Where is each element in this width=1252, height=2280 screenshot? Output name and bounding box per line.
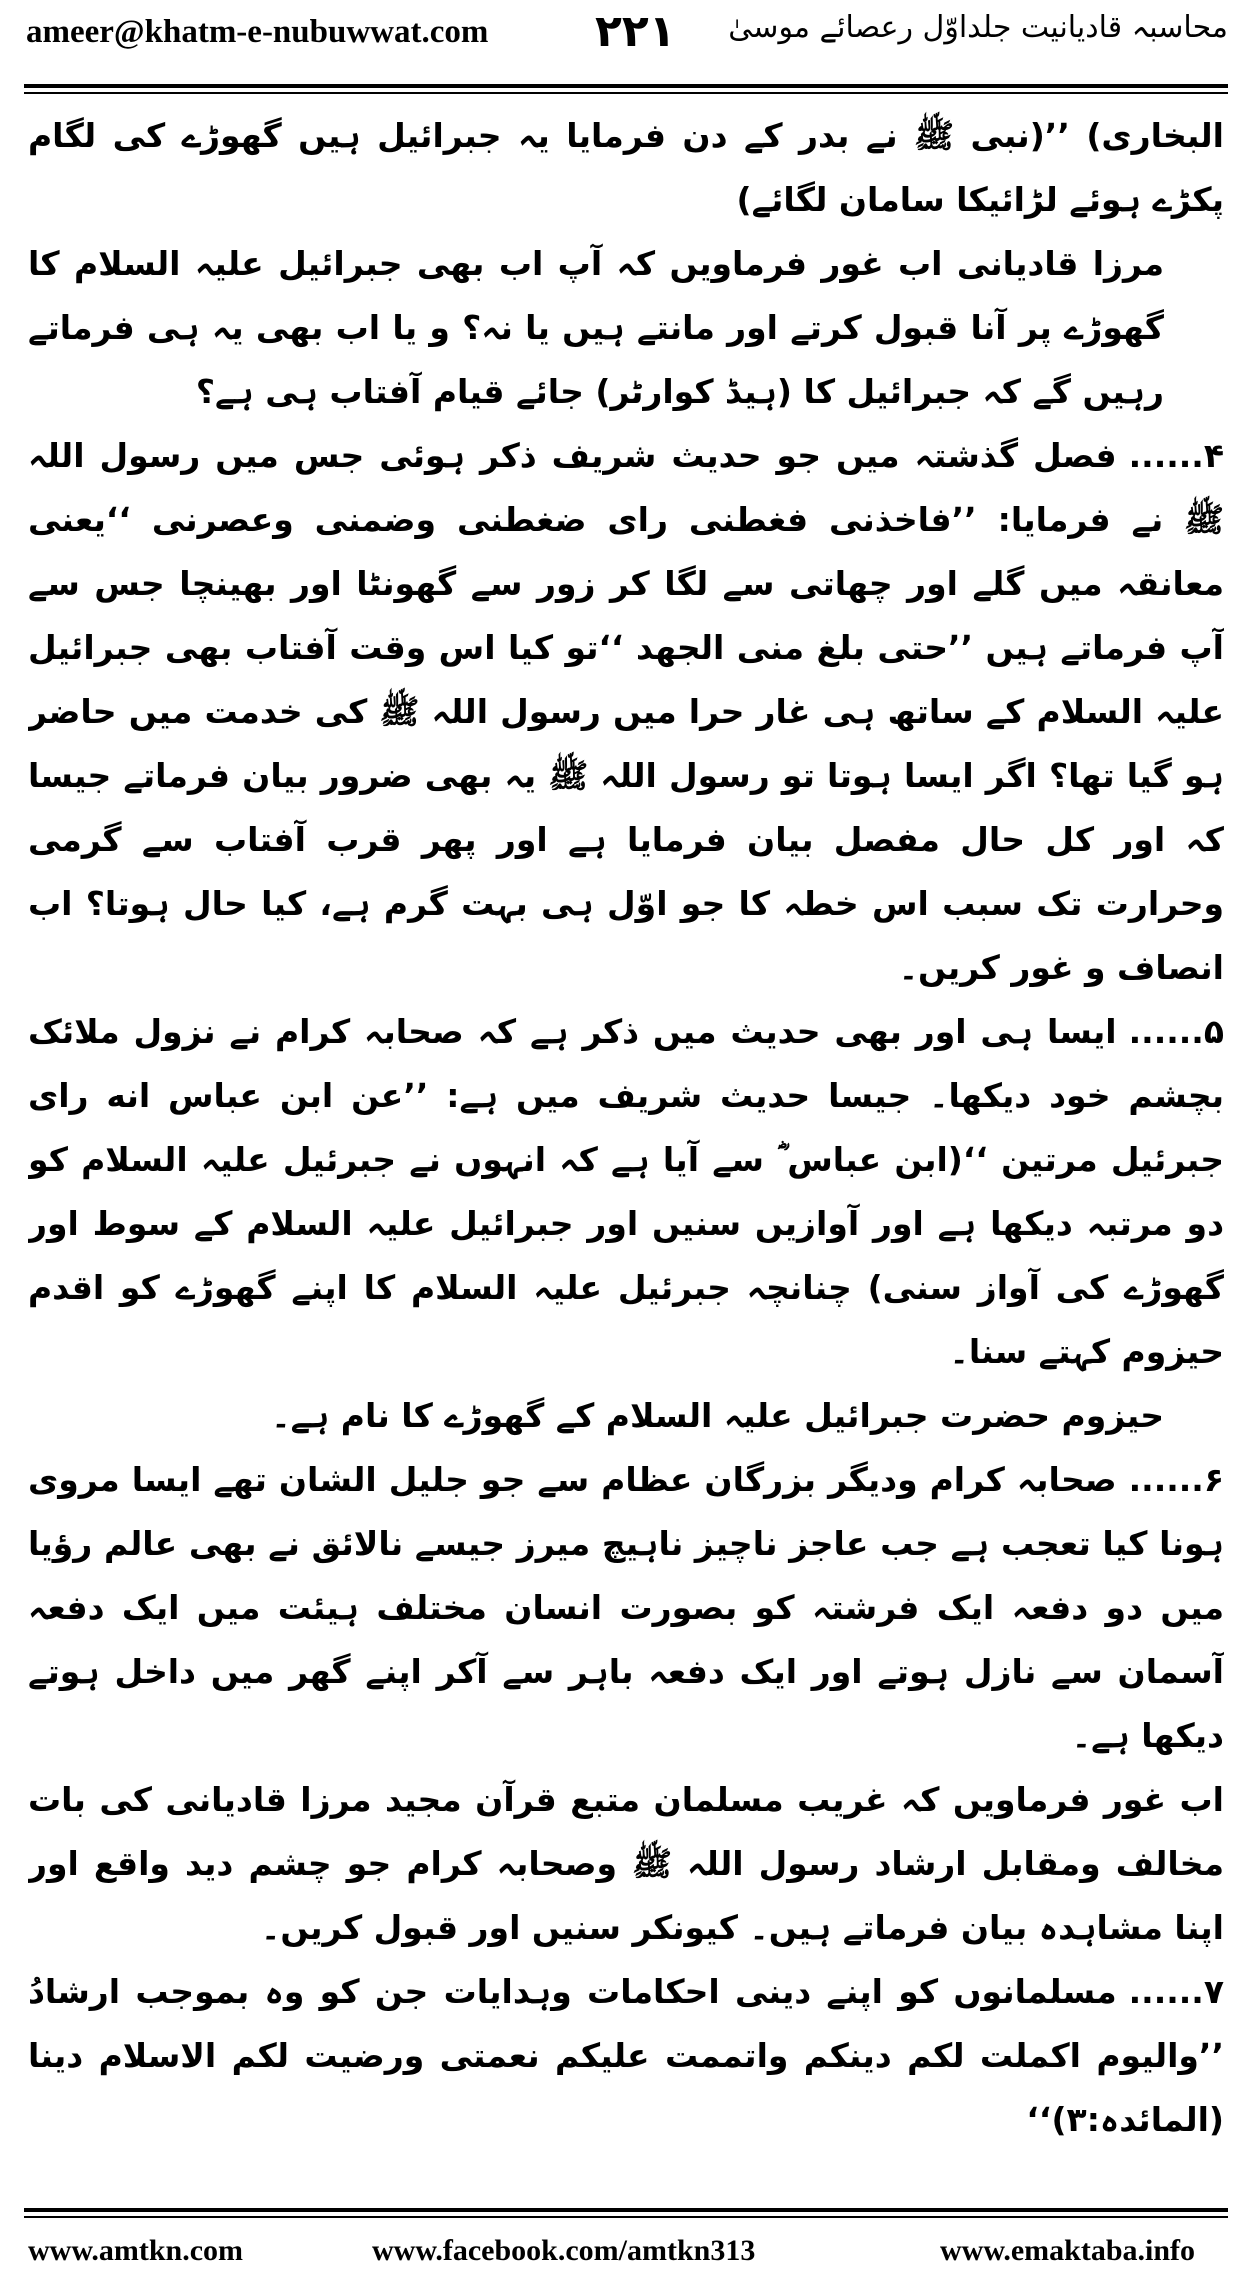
paragraph-6: [28, 1448, 1224, 1768]
item-number-6: ۶......: [1128, 1460, 1224, 1499]
footer-divider-thick: [24, 2208, 1228, 2212]
footer-link-amtkn[interactable]: www.amtkn.com: [28, 2234, 243, 2267]
paragraph-3: [28, 424, 1224, 1000]
paragraph-2: مرزا قادیانی اب غور فرماویں کہ آپ اب بھی جبرائیل علیہ السلام کا گھوڑے پر آنا قبول کرتے اور مانتے ہیں یا نہ؟ و یا اب بھی یہ ہی فرماتے رہیں گے کہ جبرائیل کا (ہیڈ کوارٹر) جائے قیام آفتاب ہی ہے؟: [28, 244, 1164, 411]
item-number-5: ۵......: [1128, 1012, 1224, 1051]
paragraph-4-text: ایسا ہی اور بھی حدیث میں ذکر ہے کہ صحابہ کرام نے نزول ملائک بچشم خود دیکھا۔ جیسا حدیث شریف میں ہے: ’’عن ابن عباس انه رای جبرئیل مرتین ‘‘(ابن عباس ؓ سے آیا ہے کہ انہوں نے جبرئیل علیہ السلام کو دو مرتبہ دیکھا ہے اور آوازیں سنیں اور جبرائیل علیہ السلام کے سوط اور گھوڑے کی آواز سنی) چنانچہ جبرئیل علیہ السلام کا اپنے گھوڑے کو اقدم حیزوم کہتے سنا۔: [28, 1012, 1224, 1371]
page-number: ۲۲۱: [595, 6, 676, 57]
header-divider-thick: [24, 84, 1228, 88]
paragraph-6-text: صحابہ کرام ودیگر بزرگان عظام سے جو جلیل الشان تھے ایسا مروی ہونا کیا تعجب ہے جب عاجز ناچیز ناہیچ میرز جیسے نالائق نے بھی عالم رؤیا میں دو دفعہ ایک فرشتہ کو بصورت انسان مختلف ہیئت میں ایک دفعہ آسمان سے نازل ہوتے اور ایک دفعہ باہر سے آکر اپنے گھر میں داخل ہوتے دیکھا ہے۔: [28, 1460, 1224, 1755]
paragraph-1: البخاری) ’’(نبی ﷺ نے بدر کے دن فرمایا یہ جبرائیل ہیں گھوڑے کی لگام پکڑے ہوئے لڑائیکا سامان لگائے): [28, 116, 1224, 219]
footer-link-emaktaba[interactable]: www.emaktaba.info: [940, 2234, 1196, 2267]
paragraph-3-text: فصل گذشتہ میں جو حدیث شریف ذکر ہوئی جس میں رسول اللہ ﷺ نے فرمایا: ’’فاخذنی فغطنی رای ضغطنی وضمنی وعصرنی ‘‘یعنی معانقہ میں گلے اور چھاتی سے لگا کر زور سے گھونٹا اور بھینچا جس سے آپ فرماتے ہیں ’’حتی بلغ منی الجهد ‘‘تو کیا اس وقت آفتاب بھی جبرائیل علیہ السلام کے ساتھ ہی غار حرا میں رسول اللہ ﷺ کی خدمت میں حاضر ہو گیا تھا؟ اگر ایسا ہوتا تو رسول اللہ ﷺ یہ بھی ضرور بیان فرماتے جیسا کہ اور کل حال مفصل بیان فرمایا ہے اور پھر قرب آفتاب سے گرمی وحرارت تک سبب اس خطہ کا جو اوّل ہی بہت گرم ہے، کیا حال ہوتا؟ اب انصاف و غور کریں۔: [28, 436, 1224, 987]
item-number-4: ۴......: [1128, 436, 1224, 475]
paragraph-8-text: مسلمانوں کو اپنے دینی احکامات وہدایات جن کو وہ بموجب ارشادُ ’’والیوم اکملت لکم دینکم واتممت علیکم نعمتی ورضیت لکم الاسلام دینا (المائدہ:۳)‘‘: [28, 1972, 1224, 2139]
footer-divider-thin: [24, 2216, 1228, 2218]
page-footer: [0, 2226, 1252, 2274]
paragraph-5: حیزوم حضرت جبرائیل علیہ السلام کے گھوڑے کا نام ہے۔: [271, 1396, 1164, 1435]
paragraph-4: [28, 1000, 1224, 1384]
header-divider-thin: [24, 92, 1228, 94]
paragraph-8: [28, 1960, 1224, 2152]
book-title: محاسبہ قادیانیت جلداوّل رعصائے موسیٰ: [728, 10, 1228, 45]
header-email: ameer@khatm-e-nubuwwat.com: [26, 14, 489, 50]
page-body: [28, 104, 1224, 2194]
item-number-7: ۷......: [1128, 1972, 1224, 2011]
paragraph-7: اب غور فرماویں کہ غریب مسلمان متبع قرآن مجید مرزا قادیانی کی بات مخالف ومقابل ارشاد رسول اللہ ﷺ وصحابہ کرام جو چشم دید واقع اور اپنا مشاہدہ بیان فرماتے ہیں۔ کیونکر سنیں اور قبول کریں۔: [28, 1780, 1224, 1947]
footer-link-facebook[interactable]: www.facebook.com/amtkn313: [372, 2234, 756, 2267]
